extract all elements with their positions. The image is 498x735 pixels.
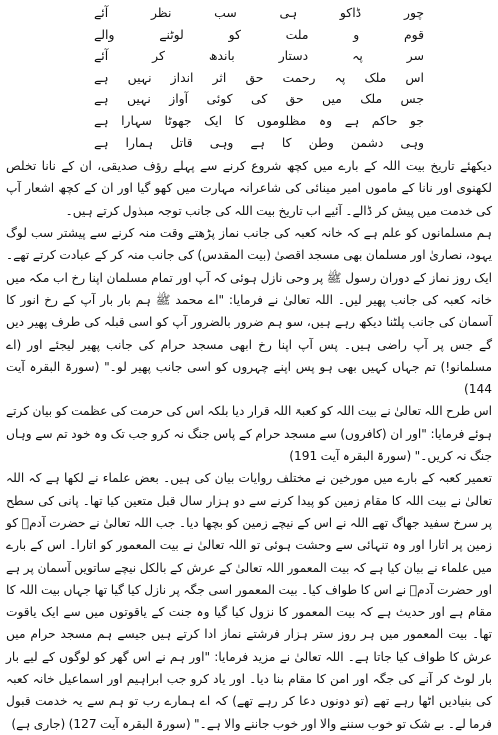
poem-line: قوم و ملت کو لوٹنے والے [94,26,424,42]
poem-block [94,2,424,153]
poem-line: اس ملک پہ رحمت حق اثر انداز نہیں ہے [94,69,424,85]
paragraph: تعمیر کعبہ کے بارے میں مورخین نے مختلف روایات بیان کی ہیں۔ بعض علماء نے لکھا ہے کہ اللہ تعالیٰ نے بیت اللہ کا مقام زمین کو پیدا کرنے سے دو ہزار سال قبل متعین کیا تھا۔ پانی کی سطح پر سرخ سفید جھاگ تھے اللہ نے اس کے نیچے زمین کو بچھا دیا۔ جب اللہ تعالیٰ نے حضرت آدمؑ کو زمین پر اتارا اور وہ تنہائی سے وحشت ہوئی تو اللہ تعالیٰ نے بیت المعمور کو اتارا۔ اس کے بارے میں علماء نے بیان کیا ہے کہ بیت المعمور اللہ تعالیٰ کے عرش کے بالکل نیچے ساتویں آسمان پر ہے اور حضرت آدمؑ نے اس کا طواف کیا۔ بیت المعمور اسی جگہ پر نازل کیا گیا تھا جہاں بیت اللہ کا مقام ہے اور حدیث ہے کہ بیت المعمور کا نزول کیا گیا وہ جنت کے یاقوتوں میں سے ایک یاقوت تھا۔ بیت المعمور میں ہر روز ستر ہزار فرشتے نماز ادا کرتے ہیں جیسے ہم مسجد حرام میں عرش کا طواف کیا جاتا ہے۔ اللہ تعالیٰ نے مزید فرمایا: "اور ہم نے اس گھر کو لوگوں کے لیے بار بار لوٹ کر آنے کی جگہ اور امن کا مقام بنا دیا۔ اور یاد کرو جب ابراہیم اور اسماعیل خانہ کعبہ کی بنیادیں اٹھا رہے تھے (تو دونوں دعا کر رہے تھے) کہ اے ہمارے رب تو ہم سے یہ خدمت قبول فرما لے۔ بے شک تو خوب سننے والا اور خوب جاننے والا ہے۔" (سورۃ البقرہ آیت 127) (جاری ہے) [6,471,492,731]
poem-line: وہی دشمن وطن کا ہے وہی قاتل ہمارا ہے [94,134,424,150]
poem-line: سر پہ دستار باندھ کر آئے [94,48,424,64]
paragraph: دیکھئے تاریخ بیت اللہ کے بارے میں کچھ شروع کرنے سے پہلے رؤف صدیقی، ان کے نانا تخلص لکھنوی اور نانا کے ماموں امیر مینائی کی شاعرانہ مہارت میں کھو گیا اور ان کے کچھ اشعار آپ کی خدمت میں پیش کر ڈالے۔ آئیے اب تاریخ بیت اللہ کی جانب توجہ مبذول کرتے ہیں۔ [6,159,492,218]
paragraph: اس طرح اللہ تعالیٰ نے بیت اللہ کو کعبۃ اللہ قرار دیا بلکہ اس کی حرمت کی عظمت کو بیان کرتے ہوئے فرمایا: "اور ان (کافروں) سے مسجد حرام کے پاس جنگ نہ کرو جب تک وہ خود تم سے وہاں جنگ نہ کریں۔" (سورۃ البقرہ آیت 191) [6,404,492,464]
article-body [6,155,492,735]
poem-line: جو حاکم ہے وہ مظلوموں کا ایک جھوٹا سہارا ہے [94,112,424,128]
poem-line: چور ڈاکو ہی سب نظر آئے [94,5,424,20]
paragraph: ہم مسلمانوں کو علم ہے کہ خانہ کعبہ کی جانب نماز پڑھتے وقت منہ کرنے سے پیشتر سب لوگ یہود، نصاریٰ اور مسلمان بھی مسجد اقصیٰ (بیت المقدس) کی جانب منہ کر کے عبادت کرتے تھے۔ ایک روز نماز کے دوران رسول ﷺ پر وحی نازل ہوئی کہ آپ اور تمام مسلمان اپنا رخ اب مکہ میں خانہ کعبہ کی جانب پھیر لیں۔ اللہ تعالیٰ نے فرمایا: "اے محمد ﷺ ہم بار بار آپ کے رخ انور کا آسمان کی جانب پلٹنا دیکھ رہے ہیں، سو ہم ضرور بالضرور آپ کو اسی قبلہ کی طرف پھیر دیں گے جس پر آپ راضی ہیں۔ پس آپ اپنا رخ ابھی مسجد حرام کی جانب پھیر لیجئے اور (اے مسلمانو!) تم جہاں کہیں بھی ہو پس اپنے چہروں کو اسی جانب پھیر لو۔" (سورۃ البقرہ آیت 144) [6,226,492,397]
poem-line: جس ملک میں حق کی کوئی آواز نہیں ہے [94,91,424,107]
